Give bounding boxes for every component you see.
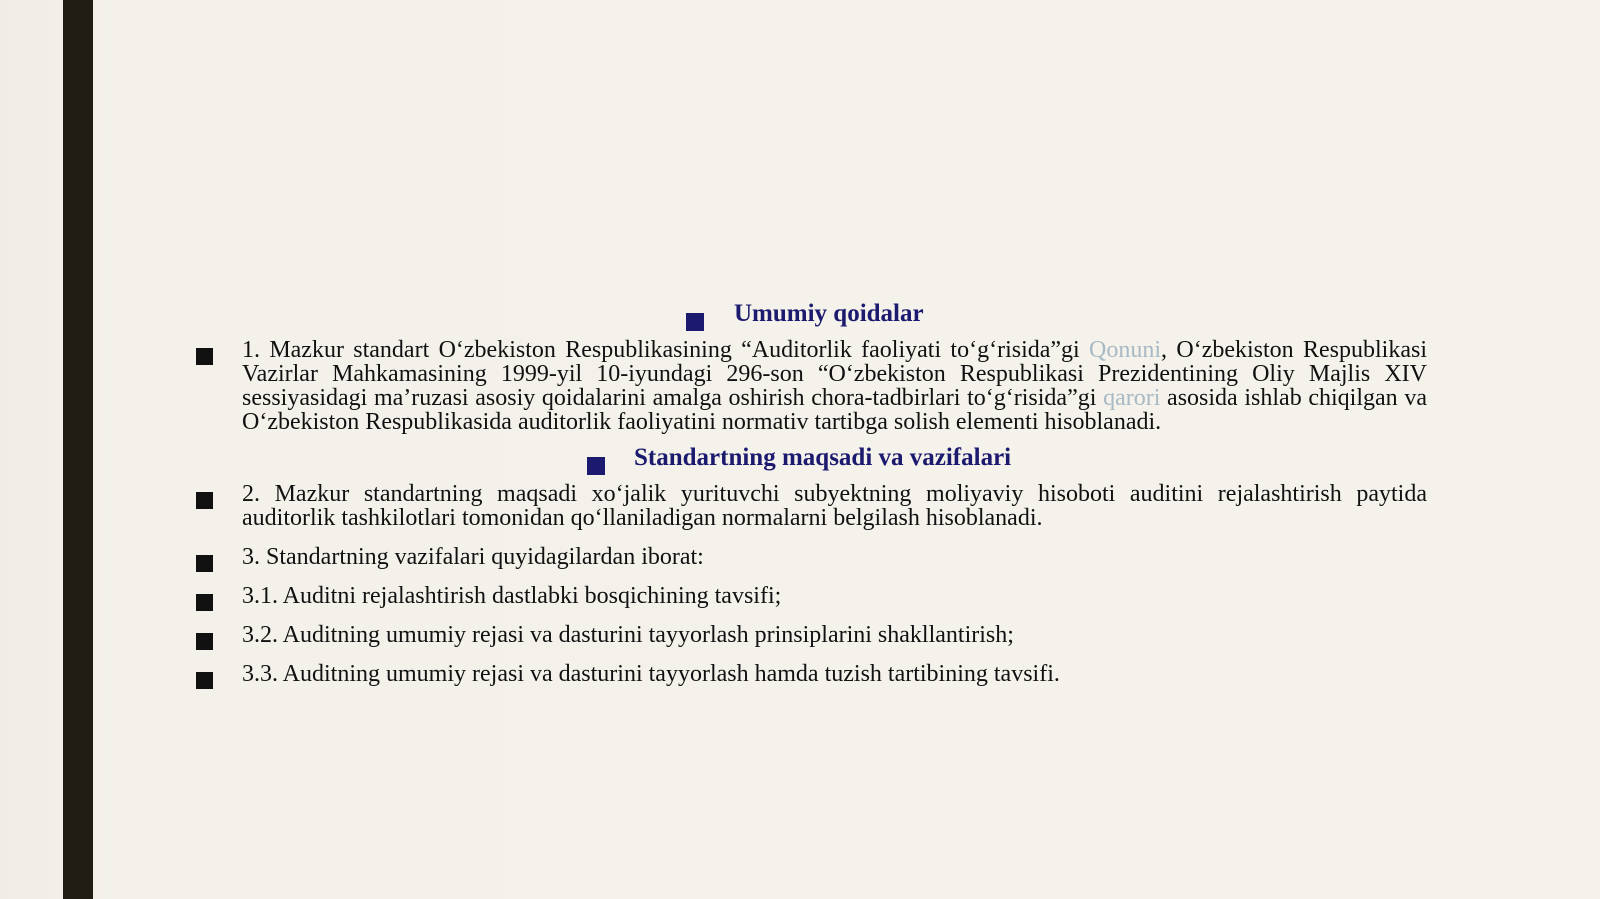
section-heading-general xyxy=(190,296,1427,330)
list-item-text: 3. Standartning vazifalari quyidagilardan iborat: xyxy=(242,544,704,570)
heading-bullet-icon xyxy=(587,457,605,475)
paragraph-text-part: 1. Mazkur standart O‘zbekiston Respublikasining “Auditorlik faoliyati to‘g‘risida”gi xyxy=(242,337,1090,363)
square-bullet-icon xyxy=(196,555,213,572)
list-item-paragraph-1 xyxy=(190,338,1427,434)
list-item-text: 3.1. Auditni rejalashtirish dastlabki bosqichining tavsifi; xyxy=(242,583,782,609)
list-item-text: 3.2. Auditning umumiy rejasi va dasturini tayyorlash prinsiplarini shakllantirish; xyxy=(242,622,1014,648)
list-item xyxy=(190,623,1427,647)
square-bullet-icon xyxy=(196,672,213,689)
slide-content xyxy=(190,296,1427,686)
square-bullet-icon xyxy=(196,633,213,650)
list-item xyxy=(190,662,1427,686)
square-bullet-icon xyxy=(196,594,213,611)
left-accent-bar xyxy=(63,0,93,899)
paragraph-text-part: , O‘zbekiston Respublikasi Vazirlar Mahkamasining 1999-yil 10-iyundagi 296-son “O‘zbekiston Respublikasi Prezidentining Oliy Majlis XIV sessiyasidagi ma’ruzasi asosiy qoidalarini amalga oshirish chora-tadbirlari to‘g‘risida”gi xyxy=(242,337,1427,411)
square-bullet-icon xyxy=(196,348,213,365)
list-item xyxy=(190,545,1427,569)
list-item-text: 3.3. Auditning umumiy rejasi va dasturini tayyorlash hamda tuzish tartibining tavsifi. xyxy=(242,661,1060,687)
paragraph-text-part: asosida ishlab chiqilgan va O‘zbekiston Respublikasida auditorlik faoliyatini normativ tartibga solish elementi hisoblanadi. xyxy=(242,385,1427,435)
law-link[interactable]: Qonuni xyxy=(1089,337,1162,363)
section-heading-goals xyxy=(190,440,1427,474)
list-item-paragraph-2 xyxy=(190,482,1427,530)
decree-link[interactable]: qarori xyxy=(1103,385,1161,411)
list-item xyxy=(190,584,1427,608)
heading-bullet-icon xyxy=(686,313,704,331)
heading-text: Standartning maqsadi va vazifalari xyxy=(634,444,1012,471)
square-bullet-icon xyxy=(196,492,213,509)
paragraph-text xyxy=(242,338,1427,434)
heading-text: Umumiy qoidalar xyxy=(734,300,924,327)
paragraph-text: 2. Mazkur standartning maqsadi xo‘jalik yurituvchi subyektning moliyaviy hisoboti auditini rejalashtirish paytida auditorlik tashkilotlari tomonidan qo‘llaniladigan normalarni belgilash hisoblanadi. xyxy=(242,481,1427,531)
